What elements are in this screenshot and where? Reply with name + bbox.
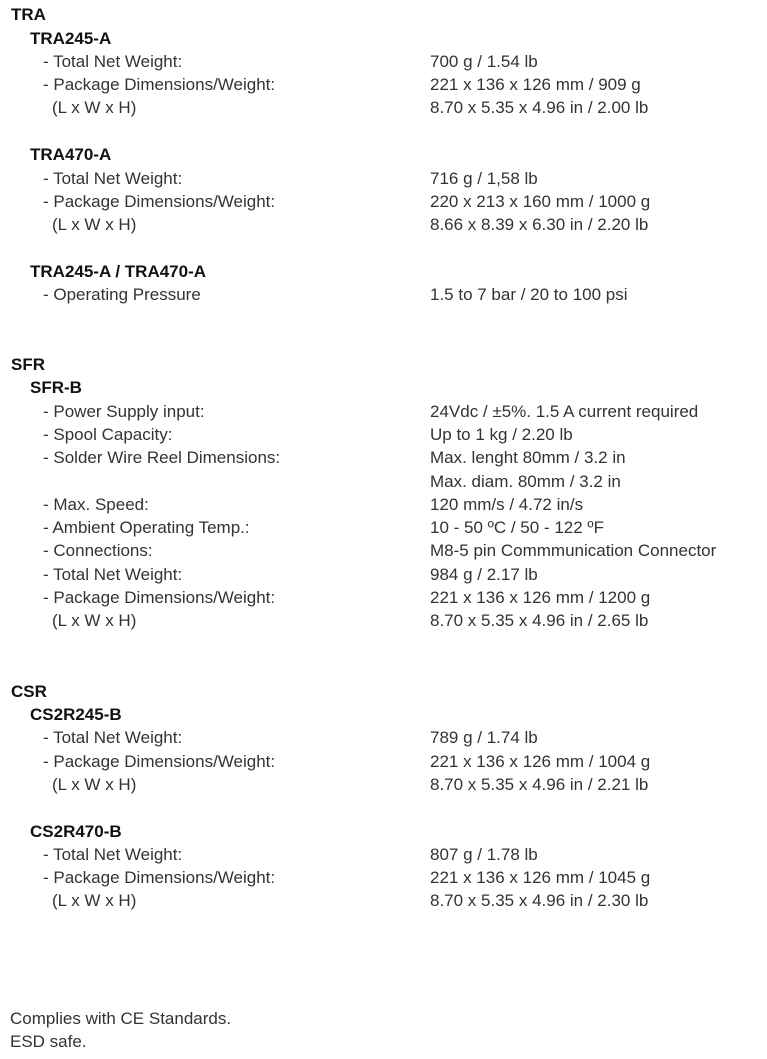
spec-label-package-units: (L x W x H)	[52, 215, 137, 234]
spec-value-net-weight: 789 g / 1.74 lb	[430, 728, 538, 747]
spec-value-package-in: 8.70 x 5.35 x 4.96 in / 2.30 lb	[430, 891, 649, 910]
model-title-tra470: TRA470-A	[30, 145, 112, 164]
model-title-tra-both: TRA245-A / TRA470-A	[30, 262, 207, 281]
spec-label-operating-pressure: - Operating Pressure	[43, 285, 201, 304]
model-title-tra245: TRA245-A	[30, 29, 112, 48]
spec-label-max-speed: - Max. Speed:	[43, 495, 149, 514]
spec-label-net-weight: - Total Net Weight:	[43, 169, 183, 188]
section-heading-tra: TRA	[11, 5, 46, 24]
spec-label-power-supply: - Power Supply input:	[43, 402, 205, 421]
spec-label-package-units: (L x W x H)	[52, 98, 137, 117]
spec-value-package-mm: 221 x 136 x 126 mm / 909 g	[430, 75, 641, 94]
spec-value-package-in: 8.66 x 8.39 x 6.30 in / 2.20 lb	[430, 215, 649, 234]
model-title-sfr-b: SFR-B	[30, 378, 82, 397]
spec-value-reel-length: Max. lenght 80mm / 3.2 in	[430, 448, 626, 467]
spec-label-connections: - Connections:	[43, 541, 153, 560]
spec-value-net-weight: 700 g / 1.54 lb	[430, 52, 538, 71]
model-title-cs2r245: CS2R245-B	[30, 705, 122, 724]
spec-value-net-weight: 716 g / 1,58 lb	[430, 169, 538, 188]
spec-value-reel-diameter: Max. diam. 80mm / 3.2 in	[430, 472, 621, 491]
spec-label-package: - Package Dimensions/Weight:	[43, 588, 276, 607]
spec-label-net-weight: - Total Net Weight:	[43, 565, 183, 584]
spec-label-reel-dimensions: - Solder Wire Reel Dimensions:	[43, 448, 281, 467]
spec-label-package: - Package Dimensions/Weight:	[43, 75, 276, 94]
spec-label-net-weight: - Total Net Weight:	[43, 52, 183, 71]
spec-value-net-weight: 984 g / 2.17 lb	[430, 565, 538, 584]
spec-value-package-mm: 221 x 136 x 126 mm / 1045 g	[430, 868, 651, 887]
model-title-cs2r470: CS2R470-B	[30, 822, 122, 841]
spec-value-net-weight: 807 g / 1.78 lb	[430, 845, 538, 864]
spec-label-package: - Package Dimensions/Weight:	[43, 192, 276, 211]
spec-value-package-in: 8.70 x 5.35 x 4.96 in / 2.21 lb	[430, 775, 649, 794]
spec-value-package-in: 8.70 x 5.35 x 4.96 in / 2.65 lb	[430, 611, 649, 630]
spec-label-net-weight: - Total Net Weight:	[43, 728, 183, 747]
spec-value-package-mm: 221 x 136 x 126 mm / 1200 g	[430, 588, 651, 607]
section-heading-csr: CSR	[11, 682, 47, 701]
spec-value-connections: M8-5 pin Commmunication Connector	[430, 541, 717, 560]
spec-value-package-mm: 220 x 213 x 160 mm / 1000 g	[430, 192, 651, 211]
compliance-note-esd: ESD safe.	[10, 1032, 87, 1051]
spec-label-package: - Package Dimensions/Weight:	[43, 752, 276, 771]
spec-label-package: - Package Dimensions/Weight:	[43, 868, 276, 887]
spec-value-package-mm: 221 x 136 x 126 mm / 1004 g	[430, 752, 651, 771]
spec-value-package-in: 8.70 x 5.35 x 4.96 in / 2.00 lb	[430, 98, 649, 117]
spec-label-net-weight: - Total Net Weight:	[43, 845, 183, 864]
spec-label-package-units: (L x W x H)	[52, 775, 137, 794]
spec-label-ambient-temp: - Ambient Operating Temp.:	[43, 518, 250, 537]
compliance-note-ce: Complies with CE Standards.	[10, 1009, 232, 1028]
section-heading-sfr: SFR	[11, 355, 45, 374]
spec-value-spool-capacity: Up to 1 kg / 2.20 lb	[430, 425, 573, 444]
spec-label-package-units: (L x W x H)	[52, 611, 137, 630]
spec-value-power-supply: 24Vdc / ±5%. 1.5 A current required	[430, 402, 699, 421]
spec-label-package-units: (L x W x H)	[52, 891, 137, 910]
spec-value-ambient-temp: 10 - 50 ºC / 50 - 122 ºF	[430, 518, 605, 537]
spec-label-spool-capacity: - Spool Capacity:	[43, 425, 173, 444]
spec-value-max-speed: 120 mm/s / 4.72 in/s	[430, 495, 584, 514]
spec-value-operating-pressure: 1.5 to 7 bar / 20 to 100 psi	[430, 285, 628, 304]
